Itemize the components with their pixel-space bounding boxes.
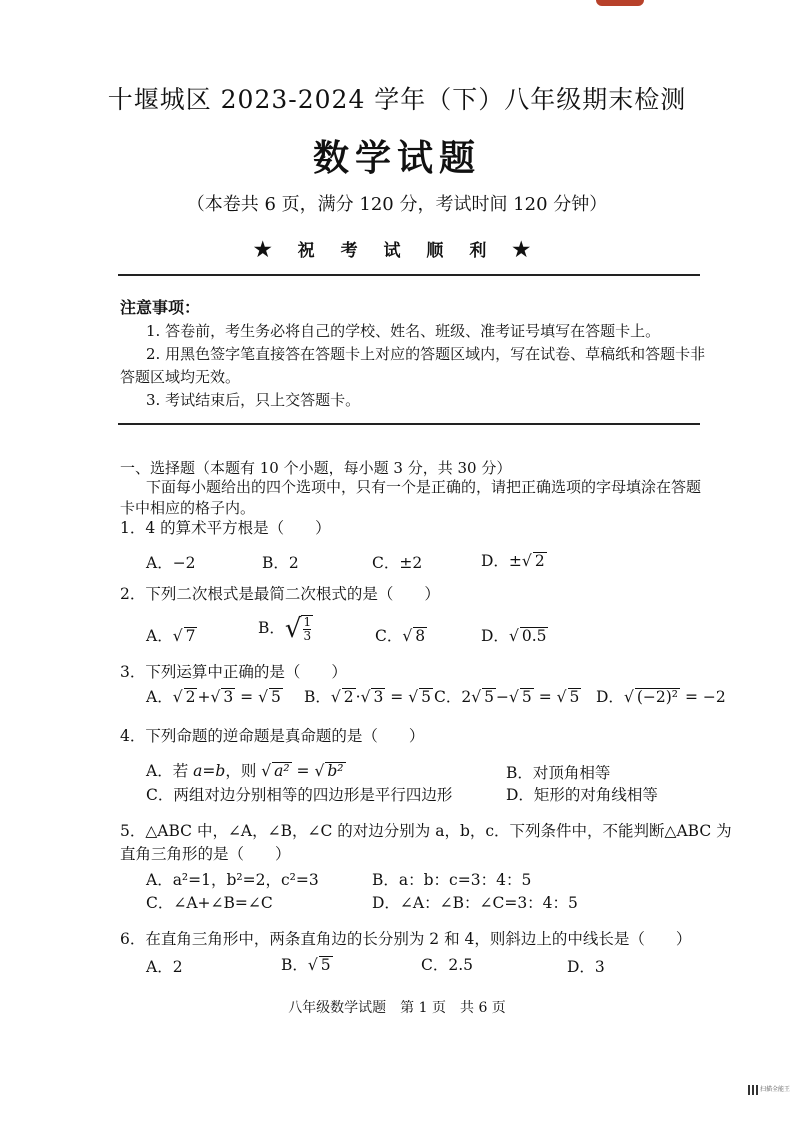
radical: 5 bbox=[484, 688, 494, 706]
exam-info: （本卷共 6 页，满分 120 分，考试时间 120 分钟） bbox=[186, 194, 608, 215]
page-footer: 八年级数学试题 第 1 页 共 6 页 bbox=[288, 1000, 506, 1016]
q1-option-c: C．±2 bbox=[372, 554, 423, 572]
note-item: 2. 用黑色签字笔直接答在答题卡上对应的答题区域内，写在试卷、草稿纸和答题卡非 bbox=[146, 345, 706, 363]
section-heading: 一、选择题（本题有 10 个小题，每小题 3 分，共 30 分） bbox=[120, 459, 512, 477]
radical: 2 bbox=[343, 688, 354, 706]
operator: = bbox=[202, 762, 216, 780]
radical: (−2)² bbox=[636, 688, 678, 706]
q2-option-b: B．√ $\frac{1}{3}$ bbox=[258, 614, 312, 644]
radical: 3 bbox=[373, 688, 384, 706]
q5-option-d: D．∠A：∠B：∠C=3：4：5 bbox=[372, 894, 578, 912]
q4-option-c: C．两组对边分别相等的四边形是平行四边形 bbox=[146, 786, 453, 804]
operator: = bbox=[538, 688, 552, 706]
question-4-stem: 4．下列命题的逆命题是真命题的是（ ） bbox=[120, 727, 425, 745]
question-2-stem: 2．下列二次根式是最简二次根式的是（ ） bbox=[120, 585, 440, 603]
q2-option-a-label: A． bbox=[146, 627, 173, 645]
q3-option-c: C．2√ 5 −√ 5 = √ 5 bbox=[434, 688, 580, 706]
variable: b bbox=[215, 762, 226, 780]
q2-option-a: A．√ 7 bbox=[146, 627, 196, 645]
radical: 5 bbox=[270, 688, 281, 706]
corner-mark bbox=[596, 0, 644, 6]
radical: 2 bbox=[534, 552, 545, 570]
q3-option-d-label: D． bbox=[596, 688, 624, 706]
operator: = bbox=[296, 762, 310, 780]
q3-option-c-label: C．2 bbox=[434, 688, 472, 706]
variable: a bbox=[193, 762, 203, 780]
q3-option-a-label: A． bbox=[146, 688, 173, 706]
q2-option-b-label: B． bbox=[258, 619, 285, 637]
q4-option-a: A．若 a=b，则 √ a² = √ b² bbox=[146, 762, 344, 780]
operator: − bbox=[496, 688, 509, 706]
section-instruction: 卡中相应的格子内。 bbox=[120, 499, 256, 517]
q2-option-c-label: C． bbox=[375, 627, 403, 645]
q6-option-d: D．3 bbox=[567, 958, 605, 976]
exam-title-subject: 数学试题 bbox=[312, 137, 481, 179]
q6-option-b-label: B． bbox=[281, 956, 308, 974]
radical: 8 bbox=[415, 627, 426, 645]
question-5-stem-cont: 直角三角形的是（ ） bbox=[120, 845, 291, 863]
fraction-numerator: 1 bbox=[303, 614, 312, 629]
section-instruction: 下面每小题给出的四个选项中，只有一个是正确的，请把正确选项的字母填涂在答题 bbox=[146, 478, 702, 496]
star-icon-left: ★ bbox=[253, 237, 282, 261]
q2-option-d-label: D． bbox=[481, 627, 509, 645]
exam-title-line1: 十堰城区 2023-2024 学年（下）八年级期末检测 bbox=[107, 85, 687, 114]
q4-option-a-label: A．若 bbox=[146, 762, 194, 780]
question-5-stem: 5．△ABC 中，∠A，∠B，∠C 的对边分别为 a，b，c．下列条件中，不能判断△ABC 为 bbox=[120, 822, 732, 840]
q6-option-c: C．2.5 bbox=[421, 956, 474, 974]
q4-option-b: B．对顶角相等 bbox=[506, 764, 611, 782]
expression-tail: = −2 bbox=[684, 688, 726, 706]
radical: b² bbox=[327, 762, 344, 780]
good-luck-banner bbox=[0, 236, 794, 261]
q3-option-b: B．√ 2 ·√ 3 = √ 5 bbox=[304, 688, 431, 706]
q4-option-d: D．矩形的对角线相等 bbox=[506, 786, 658, 804]
q1-option-a: A．−2 bbox=[146, 554, 196, 572]
note-item: 答题区域均无效。 bbox=[120, 368, 241, 386]
note-item: 1. 答卷前，考生务必将自己的学校、姓名、班级、准考证号填写在答题卡上。 bbox=[146, 322, 661, 340]
text: ，则 bbox=[225, 762, 262, 780]
question-3-stem: 3．下列运算中正确的是（ ） bbox=[120, 663, 347, 681]
q2-option-d: D．√ 0.5 bbox=[481, 627, 547, 645]
star-icon-right: ★ bbox=[512, 237, 541, 261]
divider-bottom bbox=[118, 423, 700, 425]
radical: a² bbox=[274, 762, 290, 780]
q2-option-c: C．√ 8 bbox=[375, 627, 426, 645]
divider-top bbox=[118, 274, 700, 276]
question-1-stem: 1．4 的算术平方根是（ ） bbox=[120, 519, 331, 537]
radical: 5 bbox=[521, 688, 532, 706]
note-item: 3. 考试结束后，只上交答题卡。 bbox=[146, 391, 361, 409]
operator: · bbox=[355, 688, 361, 706]
q6-option-b: B．√ 5 bbox=[281, 956, 331, 974]
q3-option-d: D．√ (−2)² = −2 bbox=[596, 688, 726, 706]
notes-title: 注意事项： bbox=[120, 298, 201, 317]
operator: = bbox=[240, 688, 254, 706]
q1-option-d-label: D．± bbox=[481, 552, 522, 570]
fraction-denominator: 3 bbox=[303, 629, 312, 643]
operator: = bbox=[390, 688, 404, 706]
qr-code-icon bbox=[748, 1085, 758, 1095]
q3-option-a: A．√ 2 +√ 3 = √ 5 bbox=[146, 688, 281, 706]
radical: 5 bbox=[320, 956, 331, 974]
fraction bbox=[301, 615, 313, 643]
q1-option-b: B．2 bbox=[262, 554, 299, 572]
operator: + bbox=[197, 688, 211, 706]
q6-option-a: A．2 bbox=[146, 958, 183, 976]
radical: 5 bbox=[421, 688, 431, 706]
radical: 0.5 bbox=[521, 627, 547, 645]
good-luck-text: 祝 考 试 顺 利 bbox=[297, 241, 497, 261]
q3-option-b-label: B． bbox=[304, 688, 331, 706]
radical: 3 bbox=[223, 688, 234, 706]
q5-option-c: C．∠A+∠B=∠C bbox=[146, 894, 273, 912]
watermark-text: 扫描全能王 bbox=[760, 1086, 791, 1093]
radical: 5 bbox=[569, 688, 580, 706]
q5-option-b: B．a：b：c=3：4：5 bbox=[372, 871, 532, 889]
radical: 7 bbox=[185, 627, 196, 645]
question-6-stem: 6．在直角三角形中，两条直角边的长分别为 2 和 4，则斜边上的中线长是（ ） bbox=[120, 930, 692, 948]
q1-option-d: D．±√ 2 bbox=[481, 552, 545, 570]
radical: 2 bbox=[185, 688, 196, 706]
q5-option-a: A．a²=1，b²=2，c²=3 bbox=[146, 871, 319, 889]
